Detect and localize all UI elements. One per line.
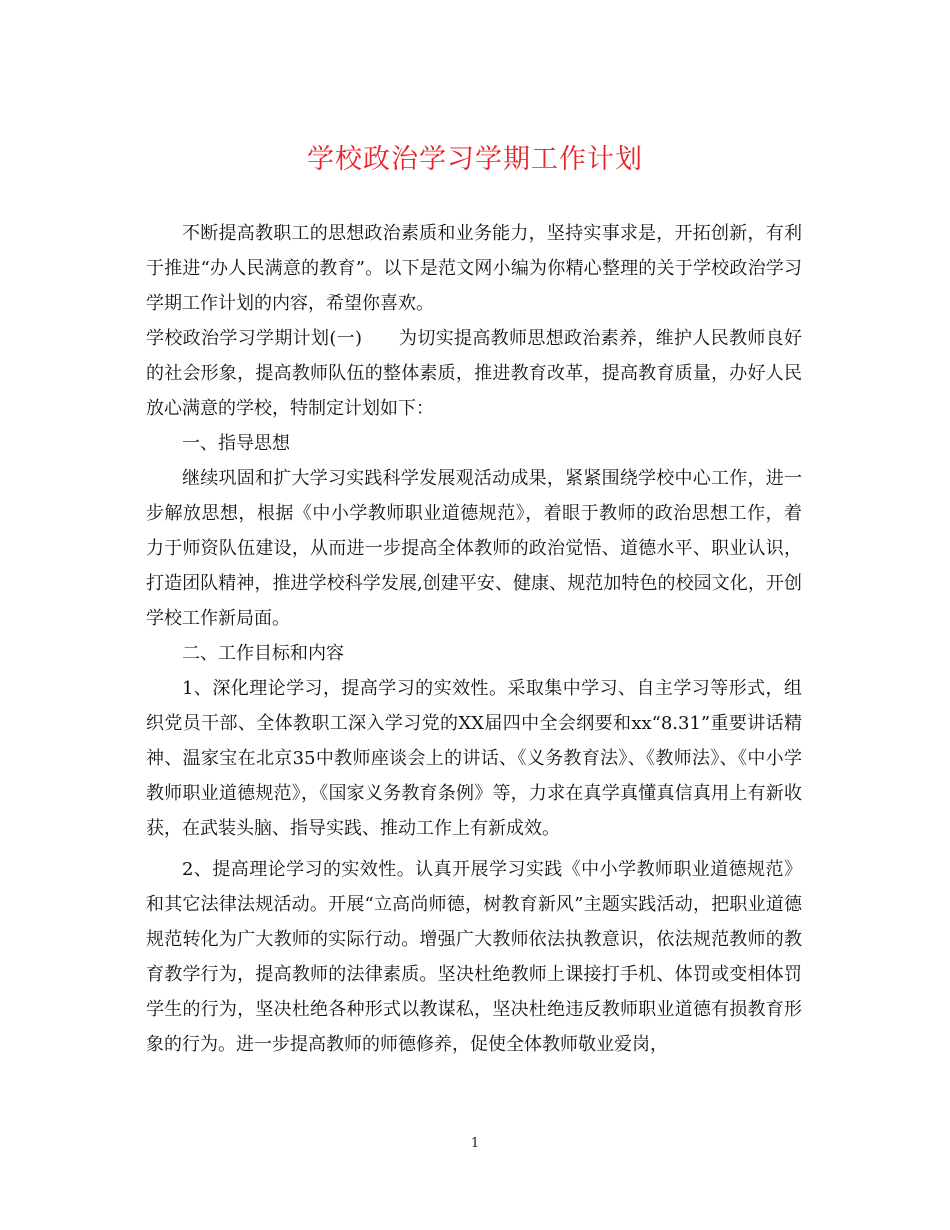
plan-one-paragraph: 学校政治学习学期计划(一) 为切实提高教师思想政治素养，维护人民教师良好的社会形象，提高教师队伍的整体素质，推进教育改革，提高教育质量，办好人民放心满意的学校，特制定计划如下： [146, 328, 802, 419]
section-heading-guiding-thought: 一、指导思想 [182, 433, 290, 454]
document-title: 学校政治学习学期工作计划 [307, 144, 643, 175]
guiding-thought-paragraph: 继续巩固和扩大学习实践科学发展观活动成果，紧紧围绕学校中心工作，进一步解放思想，根据《中小学教师职业道德规范》，着眼于教师的政治思想工作，着力于师资队伍建设，从而进一步提高全体教师的政治觉悟、道德水平、职业认识，打造团队精神，推进学校科学发展,创建平安、健康、规范加特色的校园文化，开创学校工作新局面。 [146, 468, 802, 629]
section-heading-goals: 二、工作目标和内容 [182, 643, 344, 664]
intro-paragraph: 不断提高教职工的思想政治素质和业务能力，坚持实事求是，开拓创新，有利于推进“办人民满意的教育”。以下是范文网小编为你精心整理的关于学校政治学习学期工作计划的内容，希望你喜欢。 [146, 223, 802, 314]
document-body [146, 216, 802, 1062]
page-number: 1 [470, 1136, 480, 1151]
goal-two-paragraph: 2、提高理论学习的实效性。认真开展学习实践《中小学教师职业道德规范》和其它法律法规活动。开展“立高尚师德，树教育新风”主题实践活动，把职业道德规范转化为广大教师的实际行动。增强广大教师依法执教意识，依法规范教师的教育教学行为，提高教师的法律素质。坚决杜绝教师上课接打手机、体罚或变相体罚学生的行为，坚决杜绝各种形式以教谋私，坚决杜绝违反教师职业道德有损教育形象的行为。进一步提高教师的师德修养，促使全体教师敬业爱岗， [146, 859, 802, 1055]
goal-one-paragraph: 1、深化理论学习，提高学习的实效性。采取集中学习、自主学习等形式，组织党员干部、全体教职工深入学习党的XX届四中全会纲要和xx“8.31”重要讲话精神、温家宝在北京35中教师座谈会上的讲话、《义务教育法》、《教师法》、《中小学教师职业道德规范》，《国家义务教育条例》等，力求在真学真懂真信真用上有新收获，在武装头脑、指导实践、推动工作上有新成效。 [146, 678, 802, 839]
